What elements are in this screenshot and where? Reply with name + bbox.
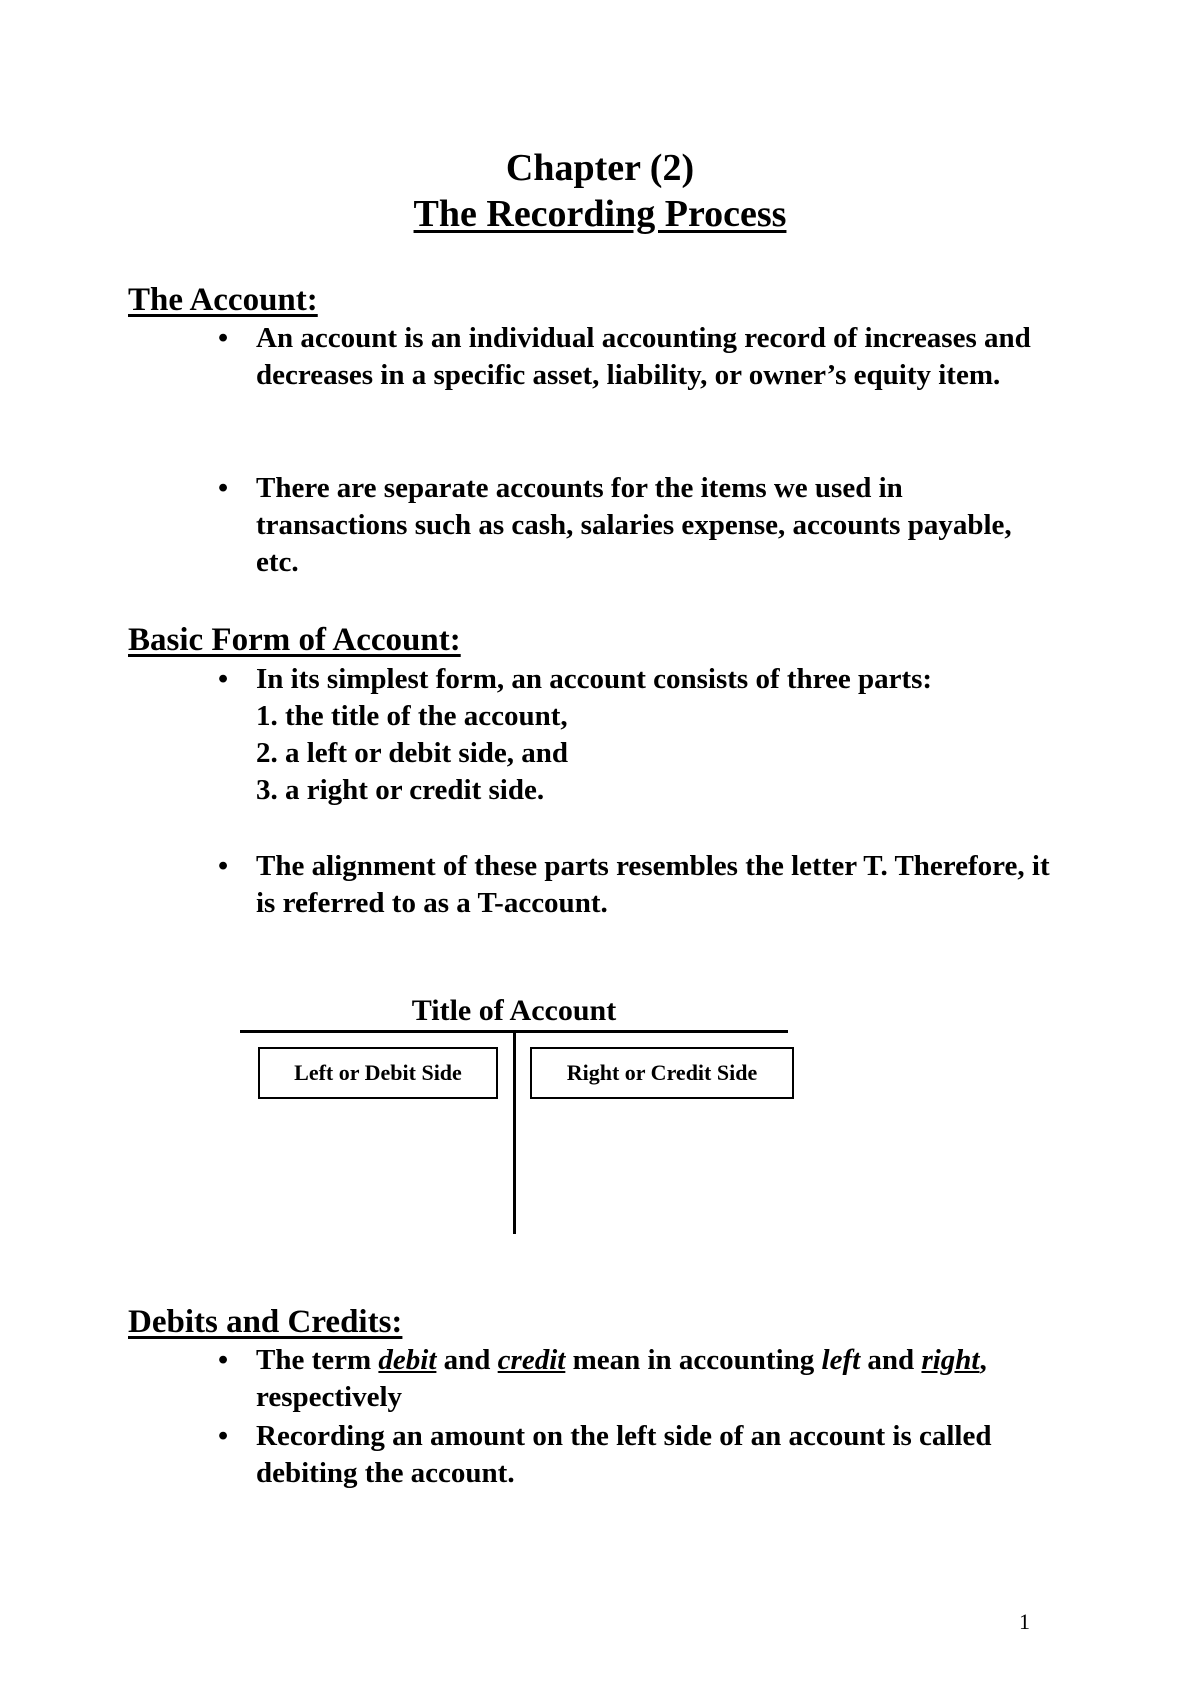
text-run: mean in accounting [565, 1344, 822, 1376]
bullet-text [256, 661, 1058, 809]
debit-side-box: Left or Debit Side [258, 1047, 498, 1099]
bullet-icon: • [218, 472, 229, 504]
part-item-2: 2. a left or debit side, and [256, 737, 569, 769]
t-account-title: Title of Account [411, 994, 617, 1027]
bullet-icon: • [218, 1420, 229, 1452]
bullet-text: An account is an individual accounting record of increases and decreases in a specific asset, liability, or owner’s equity item. [256, 322, 1031, 391]
text-run: and [436, 1344, 498, 1376]
list-item [218, 848, 1058, 922]
term-right: right [921, 1344, 980, 1376]
section-heading-account: The Account: [128, 282, 318, 318]
bullet-icon: • [218, 322, 229, 354]
page-number: 1 [1019, 1609, 1030, 1634]
bullet-icon: • [218, 663, 229, 695]
text-run: and [860, 1344, 922, 1376]
term-debit: debit [378, 1344, 437, 1376]
bullet-text [256, 1342, 1058, 1416]
term-credit: credit [497, 1344, 566, 1376]
section-heading-basic-form: Basic Form of Account: [128, 622, 461, 658]
parts-intro: In its simplest form, an account consists of three parts: [256, 663, 933, 695]
t-account-stem-line [513, 1030, 516, 1234]
list-item [218, 470, 1058, 581]
bullet-icon: • [218, 850, 229, 882]
list-item [218, 320, 1058, 394]
part-item-1: 1. the title of the account, [256, 700, 568, 732]
list-item [218, 1342, 1058, 1416]
text-run: , respectively [256, 1344, 987, 1413]
term-left: left [821, 1344, 861, 1376]
bullet-text: Recording an amount on the left side of an account is called debiting the account. [256, 1420, 992, 1489]
chapter-label: Chapter (2) [505, 147, 695, 189]
bullet-text: The alignment of these parts resembles the letter T. Therefore, it is referred to as a T-account. [256, 850, 1050, 919]
credit-side-box: Right or Credit Side [530, 1047, 794, 1099]
list-item [218, 661, 1058, 809]
bullet-icon: • [218, 1344, 229, 1376]
list-item [218, 1418, 1058, 1492]
section-heading-debits-credits: Debits and Credits: [128, 1304, 403, 1340]
text-run: The term [256, 1344, 379, 1376]
bullet-text: There are separate accounts for the items we used in transactions such as cash, salaries expense, accounts payable, etc. [256, 472, 1012, 578]
part-item-3: 3. a right or credit side. [256, 774, 545, 806]
page-title: The Recording Process [413, 193, 787, 235]
